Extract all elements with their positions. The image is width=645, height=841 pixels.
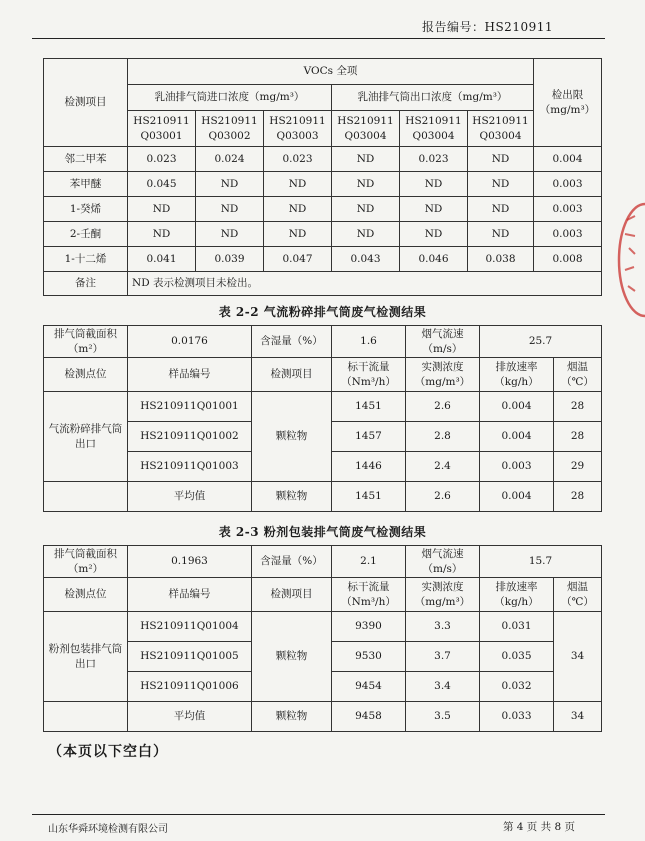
sample-header: 样品编号 (128, 358, 252, 392)
outlet-header: 乳油排气筒出口浓度（mg/m³） (332, 85, 534, 111)
humid-value: 2.1 (332, 546, 406, 578)
speed-value: 15.7 (480, 546, 602, 578)
temp-cell: 34 (554, 612, 602, 702)
conc-header: 实测浓度（mg/m³） (406, 578, 480, 612)
conc-header: 实测浓度（mg/m³） (406, 358, 480, 392)
area-value: 0.1963 (128, 546, 252, 578)
note-text: ND 表示检测项目未检出。 (128, 272, 602, 296)
company-name: 山东华舜环境检测有限公司 (48, 824, 168, 835)
point-cell: 气流粉碎排气筒出口 (44, 392, 128, 482)
humid-label: 含湿量（%） (252, 326, 332, 358)
item-cell: 颗粒物 (252, 392, 332, 482)
vocs-group-header: VOCs 全项 (128, 59, 534, 85)
table-row: HS210911Q01003 1446 2.4 0.003 29 (44, 452, 602, 482)
limit-header: 检出限（mg/m³） (534, 59, 602, 147)
area-value: 0.0176 (128, 326, 252, 358)
note-label: 备注 (44, 272, 128, 296)
sample-id: HS210911 Q03003 (264, 111, 332, 147)
table3-caption: 表 2-3 粉剂包装排气筒废气检测结果 (218, 525, 427, 539)
vocs-table (43, 58, 602, 296)
sample-id: HS210911 Q03004 (400, 111, 468, 147)
seal-stamp-icon (615, 200, 645, 320)
table-row: 苯甲醚 0.045 ND ND ND ND ND 0.003 (44, 172, 602, 197)
table-row: 2-壬酮 ND ND ND ND ND ND 0.003 (44, 222, 602, 247)
speed-label: 烟气流速（m/s） (406, 326, 480, 358)
header-rule (32, 38, 605, 39)
page-number: 第 4 页 共 8 页 (502, 821, 575, 833)
table-row: 气流粉碎排气筒出口 HS210911Q01001 颗粒物 1451 2.6 0.004 28 (44, 392, 602, 422)
humid-label: 含湿量（%） (252, 546, 332, 578)
point-cell: 粉剂包装排气筒出口 (44, 612, 128, 702)
packaging-table (43, 545, 602, 732)
blank-note: （本页以下空白） (48, 744, 168, 760)
average-row: 平均值 颗粒物 9458 3.5 0.033 34 (44, 702, 602, 732)
col-item-header: 检测项目 (44, 59, 128, 147)
airflow-table (43, 325, 602, 512)
speed-value: 25.7 (480, 326, 602, 358)
report-number: 报告编号：HS210911 (422, 20, 553, 34)
humid-value: 1.6 (332, 326, 406, 358)
rate-header: 排放速率（kg/h） (480, 578, 554, 612)
area-label: 排气筒截面积（m²） (44, 546, 128, 578)
speed-label: 烟气流速（m/s） (406, 546, 480, 578)
point-header: 检测点位 (44, 578, 128, 612)
average-row: 平均值 颗粒物 1451 2.6 0.004 28 (44, 482, 602, 512)
temp-header: 烟温（℃） (554, 358, 602, 392)
sample-id: HS210911 Q03002 (196, 111, 264, 147)
point-header: 检测点位 (44, 358, 128, 392)
sample-header: 样品编号 (128, 578, 252, 612)
table-row: HS210911Q01005 9530 3.7 0.035 (44, 642, 602, 672)
table-row: 粉剂包装排气筒出口 HS210911Q01004 颗粒物 9390 3.3 0.031 34 (44, 612, 602, 642)
table-row: 1-十二烯 0.041 0.039 0.047 0.043 0.046 0.038 0.008 (44, 247, 602, 272)
table-row: 1-癸烯 ND ND ND ND ND ND 0.003 (44, 197, 602, 222)
flow-header: 标干流量（Nm³/h） (332, 358, 406, 392)
item-header: 检测项目 (252, 578, 332, 612)
table-row: HS210911Q01006 9454 3.4 0.032 (44, 672, 602, 702)
temp-header: 烟温（℃） (554, 578, 602, 612)
inlet-header: 乳油排气筒进口浓度（mg/m³） (128, 85, 332, 111)
footer-rule (32, 814, 605, 815)
sample-id: HS210911 Q03004 (332, 111, 400, 147)
table-row: HS210911Q01002 1457 2.8 0.004 28 (44, 422, 602, 452)
rate-header: 排放速率（kg/h） (480, 358, 554, 392)
sample-id: HS210911 Q03001 (128, 111, 196, 147)
table-row: 邻二甲苯 0.023 0.024 0.023 ND 0.023 ND 0.004 (44, 147, 602, 172)
table2-caption: 表 2-2 气流粉碎排气筒废气检测结果 (218, 305, 427, 319)
item-header: 检测项目 (252, 358, 332, 392)
item-cell: 颗粒物 (252, 612, 332, 702)
flow-header: 标干流量（Nm³/h） (332, 578, 406, 612)
sample-id: HS210911 Q03004 (468, 111, 534, 147)
area-label: 排气筒截面积（m²） (44, 326, 128, 358)
